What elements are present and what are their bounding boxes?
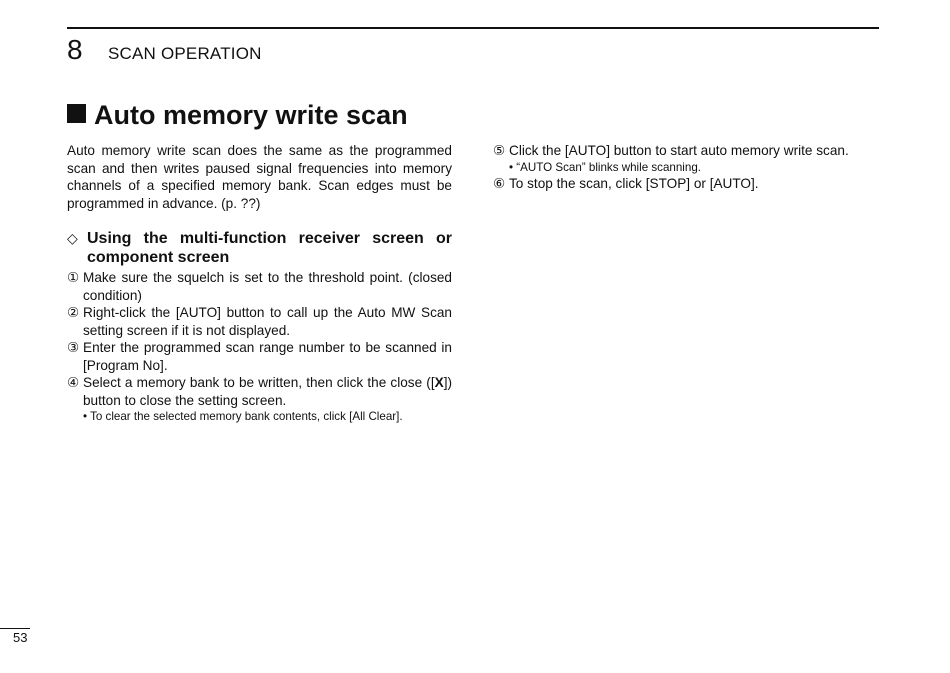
- step-number: ⑥: [493, 175, 506, 191]
- diamond-icon: ◇: [67, 230, 78, 246]
- step-number: ④: [67, 375, 80, 390]
- step-number: ①: [67, 270, 80, 285]
- left-column: [67, 142, 452, 424]
- list-item: [493, 175, 883, 193]
- subsection-title: Using the multi-function receiver screen or component screen: [87, 230, 452, 266]
- list-item: [67, 339, 452, 374]
- right-column: [493, 142, 883, 192]
- step-number: ②: [67, 305, 80, 320]
- step-text: Right-click the [AUTO] button to call up the Auto MW Scan setting screen if it is not displayed.: [83, 305, 452, 338]
- close-x-label: X: [434, 375, 444, 390]
- step-text: Enter the programmed scan range number to be scanned in [Program No].: [83, 340, 452, 373]
- intro-paragraph: Auto memory write scan does the same as the programmed scan and then writes paused signal frequencies into memory channels of a specified memory bank. Scan edges must be programmed in advance. (p. ??): [67, 143, 452, 211]
- step-text: Click the [AUTO] button to start auto memory write scan.: [509, 143, 849, 158]
- step-text: Make sure the squelch is set to the threshold point. (closed condition): [83, 270, 452, 303]
- chapter-title: SCAN OPERATION: [108, 44, 262, 63]
- step-text-part: Select a memory bank to be written, then click the close ([: [83, 375, 435, 390]
- header-rule: [67, 27, 879, 29]
- section-title-text: Auto memory write scan: [94, 100, 408, 130]
- page-number: 53: [13, 630, 28, 645]
- subsection-heading: [67, 229, 452, 267]
- section-title: [67, 98, 408, 132]
- step-text: To stop the scan, click [STOP] or [AUTO].: [509, 175, 759, 191]
- black-square-icon: [67, 104, 86, 123]
- step-number: ⑤: [493, 143, 506, 158]
- step-note: • To clear the selected memory bank contents, click [All Clear].: [83, 410, 403, 423]
- chapter-number: 8: [67, 34, 83, 65]
- steps-list-left: [67, 269, 452, 424]
- list-item: [67, 374, 452, 409]
- list-item: [67, 269, 452, 304]
- step-text-part: ]) button to close the setting screen.: [83, 375, 452, 408]
- step-note: • “AUTO Scan” blinks while scanning.: [509, 160, 701, 174]
- step-text: [83, 374, 452, 409]
- footer-rule: [0, 628, 30, 629]
- list-item: [493, 142, 883, 160]
- list-item: [67, 304, 452, 339]
- step-number: ③: [67, 340, 80, 355]
